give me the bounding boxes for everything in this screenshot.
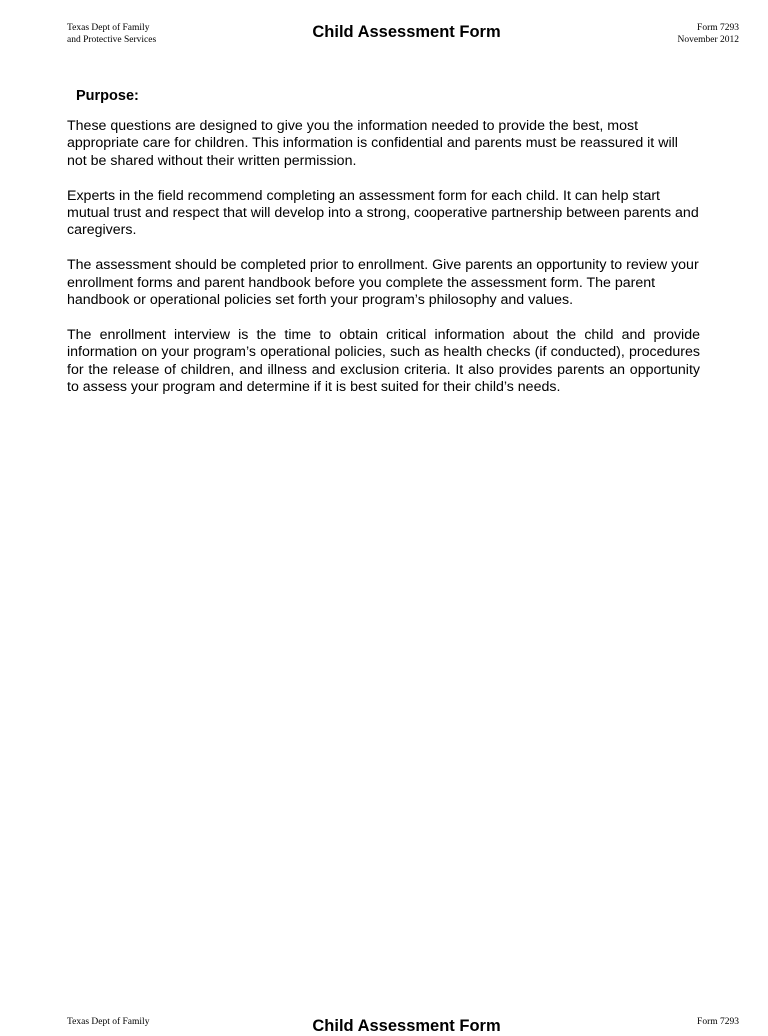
next-form-info xyxy=(697,1016,739,1028)
form-date: November 2012 xyxy=(677,35,739,45)
purpose-heading: Purpose: xyxy=(76,88,139,104)
next-form-number: Form 7293 xyxy=(697,1017,739,1027)
paragraph-1: These questions are designed to give you the information needed to provide the best, most appropriate care for children. This information is confidential and parents must be reassured it will not be shared without their written permission. xyxy=(67,118,678,169)
paragraph-4: The enrollment interview is the time to obtain critical information about the child and provide information on your program’s operational policies, such as health checks (if conducted), procedures for the release of children, and illness and exclusion criteria. It also provides parents an opportunity to assess your program and determine if it is best suited for their child’s needs. xyxy=(67,326,700,396)
paragraph-2: Experts in the field recommend completing an assessment form for each child. It can help start mutual trust and respect that will develop into a strong, cooperative partnership between parents and caregivers. xyxy=(67,187,699,239)
form-title: Child Assessment Form xyxy=(312,23,501,41)
purpose-body xyxy=(67,118,700,414)
paragraph-3: The assessment should be completed prior to enrollment. Give parents an opportunity to review your enrollment forms and parent handbook before you complete the assessment form. The parent handbook or operational policies set forth your program’s philosophy and values. xyxy=(67,257,699,309)
form-info xyxy=(678,22,739,46)
next-agency-line-1: Texas Dept of Family xyxy=(67,1017,150,1027)
next-form-title: Child Assessment Form xyxy=(312,1017,501,1035)
form-number: Form 7293 xyxy=(697,23,739,33)
agency-line-2: and Protective Services xyxy=(67,35,157,45)
agency-line-1: Texas Dept of Family xyxy=(67,23,150,33)
